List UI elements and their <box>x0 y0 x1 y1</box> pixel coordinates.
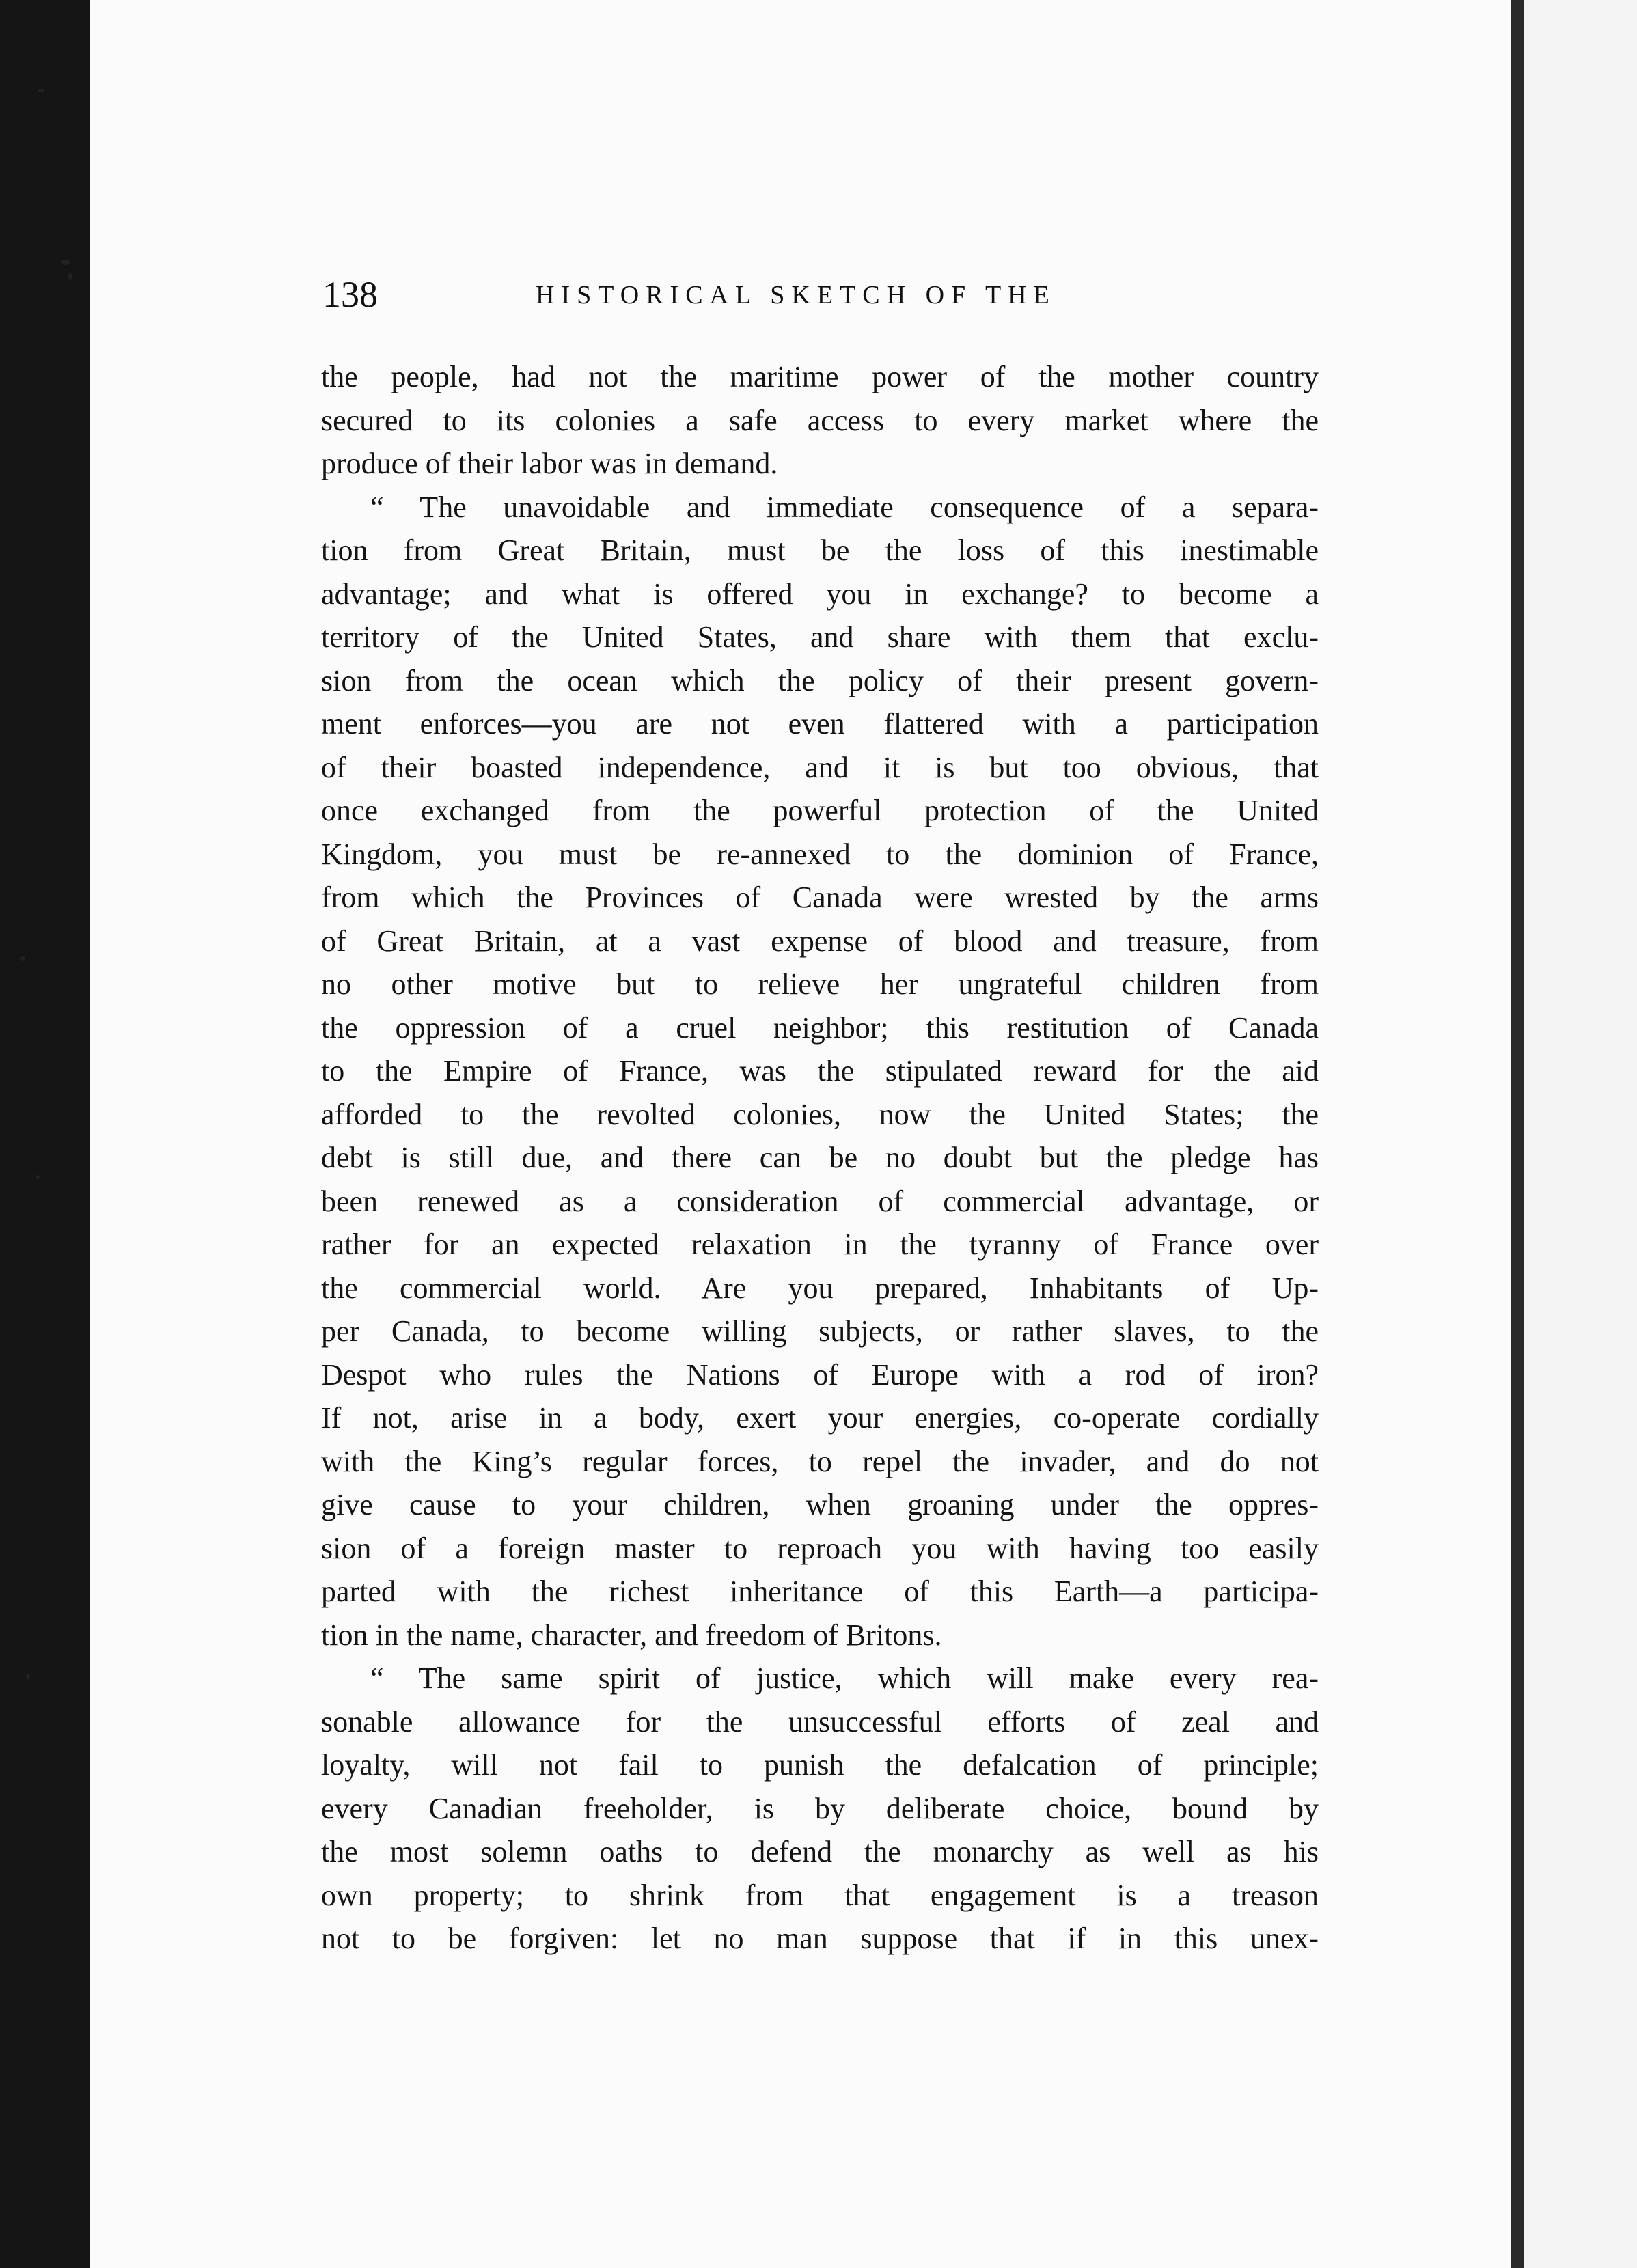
scan-speck <box>36 1175 40 1179</box>
text-line: from which the Provinces of Canada were wrested by the arms <box>321 881 1319 914</box>
page-gutter-shadow <box>1511 0 1524 2268</box>
text-line: ment enforces—you are not even flattered with a participation <box>321 707 1319 741</box>
text-line: per Canada, to become willing subjects, or rather slaves, to the <box>321 1314 1319 1348</box>
text-line: with the King’s regular forces, to repel the invader, and do not <box>321 1444 1319 1478</box>
text-line: the commercial world. Are you prepared, Inhabitants of Up- <box>321 1271 1319 1305</box>
text-line: the people, had not the maritime power of the mother country <box>321 360 1319 393</box>
text-line: sonable allowance for the unsuccessful efforts of zeal and <box>321 1704 1319 1739</box>
text-line: rather for an expected relaxation in the tyranny of France over <box>321 1228 1319 1261</box>
text-line: “ The same spirit of justice, which will make every rea- <box>370 1661 1319 1695</box>
text-line: of Great Britain, at a vast expense of blood and treasure, from <box>321 924 1319 958</box>
text-line: to the Empire of France, was the stipulated reward for the aid <box>321 1054 1319 1088</box>
text-line: every Canadian freeholder, is by deliberate choice, bound by <box>321 1791 1319 1825</box>
text-line: tion from Great Britain, must be the loss of this inestimable <box>321 534 1319 567</box>
text-line: afforded to the revolted colonies, now the United States; the <box>321 1097 1319 1131</box>
body-text <box>321 355 1319 1961</box>
text-line: loyalty, will not fail to punish the defalcation of principle; <box>321 1748 1319 1782</box>
text-line: tion in the name, character, and freedom of Britons. <box>321 1618 942 1652</box>
text-line: parted with the richest inheritance of this Earth—a participa- <box>321 1575 1319 1608</box>
text-line: If not, arise in a body, exert your energies, co-operate cordially <box>321 1401 1319 1435</box>
page-header <box>322 271 1321 318</box>
text-line: once exchanged from the powerful protection of the United <box>321 794 1319 827</box>
scan-speck <box>20 956 25 961</box>
text-line: “ The unavoidable and immediate consequence of a separa- <box>370 490 1319 524</box>
facing-page-edge <box>1524 0 1637 2268</box>
text-line: Kingdom, you must be re-annexed to the dominion of France, <box>321 837 1319 871</box>
running-head: HISTORICAL SKETCH OF THE <box>536 281 1056 309</box>
text-line: no other motive but to relieve her ungrateful children from <box>321 967 1319 1001</box>
text-line: been renewed as a consideration of commercial advantage, or <box>321 1184 1319 1218</box>
text-line: the oppression of a cruel neighbor; this restitution of Canada <box>321 1010 1319 1045</box>
text-line: not to be forgiven: let no man suppose that if in this unex- <box>321 1922 1319 1955</box>
text-line: the most solemn oaths to defend the monarchy as well as his <box>321 1835 1319 1868</box>
text-line: own property; to shrink from that engagement is a treason <box>321 1878 1319 1912</box>
scan-speck <box>38 89 44 92</box>
scan-speck <box>26 1674 30 1679</box>
scan-border-left <box>0 0 90 2268</box>
text-line: debt is still due, and there can be no doubt but the pledge has <box>321 1141 1319 1174</box>
text-line: advantage; and what is offered you in exchange? to become a <box>321 577 1319 611</box>
text-line: territory of the United States, and share with them that exclu- <box>321 620 1319 654</box>
text-line: secured to its colonies a safe access to every market where the <box>321 403 1319 437</box>
scan-speck <box>68 273 72 280</box>
page-number: 138 <box>322 274 378 315</box>
text-line: sion from the ocean which the policy of their present govern- <box>321 663 1319 697</box>
text-line: of their boasted independence, and it is but too obvious, that <box>321 750 1319 784</box>
scan-speck <box>61 260 70 265</box>
text-line: sion of a foreign master to reproach you with having too easily <box>321 1531 1319 1565</box>
text-line: produce of their labor was in demand. <box>321 447 778 480</box>
text-line: Despot who rules the Nations of Europe with a rod of iron? <box>321 1357 1319 1392</box>
text-line: give cause to your children, when groaning under the oppres- <box>321 1488 1319 1521</box>
